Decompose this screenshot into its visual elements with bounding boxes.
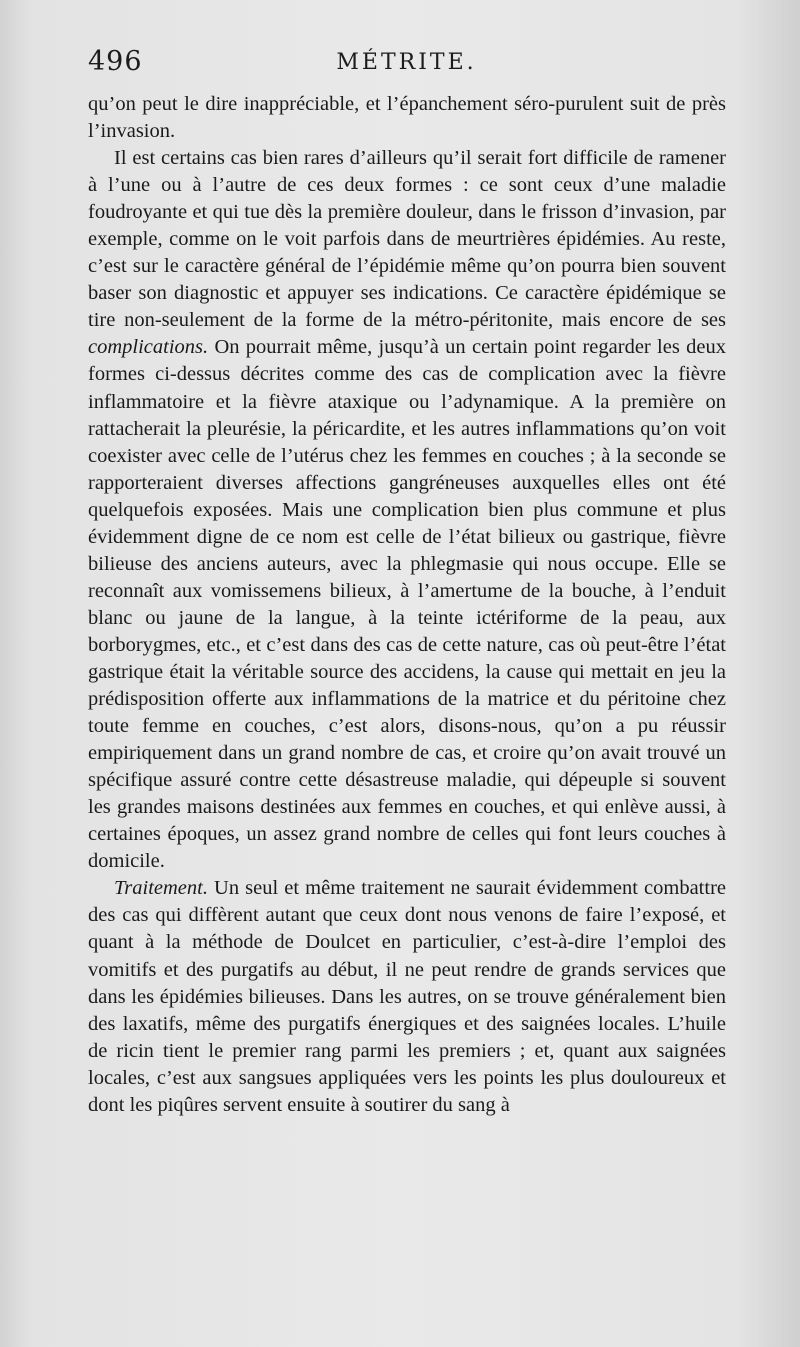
paragraph-treatment <box>88 875 726 1118</box>
paragraph-epidemic-forms <box>88 145 726 875</box>
paragraph-text: On pourrait même, jusqu’à un certain point regarder les deux formes ci-dessus décrites comme des cas de complication avec la fièvre inflammatoire et la fièvre ataxique ou l’adynamique. A la première on rattacherait la pleurésie, la péricardite, et les autres inflammations qu’on voit coexister avec celle de l’utérus chez les femmes en couches ; à la seconde se rapporteraient diverses affections gangréneuses auxquelles elles ont été quelquefois exposées. Mais une complication bien plus commune et plus évidemment digne de ce nom est celle de l’état bilieux ou gastrique, fièvre bilieuse des anciens auteurs, avec la phlegmasie qui nous occupe. Elle se reconnaît aux vomissemens bilieux, à l’amertume de la bouche, à l’enduit blanc ou jaune de la langue, à la teinte ictériforme de la peau, aux borborygmes, etc., et c’est dans des cas de cette nature, cas où peut-être l’état gastrique était la véritable source des accidens, la cause qui mettait en jeu la prédisposition offerte aux inflammations de la matrice et du péritoine chez toute femme en couches, c’est alors, disons-nous, qu’on a pu réussir empiriquement dans un grand nombre de cas, et croire qu’on avait trouvé un spécifique assuré contre cette désastreuse maladie, qui dépeuple si souvent les grandes maisons destinées aux femmes en couches, et qui enlève aussi, à certaines époques, un assez grand nombre de celles qui font leurs couches à domicile. <box>88 336 726 873</box>
running-title: MÉTRITE. <box>336 50 477 75</box>
paragraph-text: Il est certains cas bien rares d’ailleurs qu’il serait fort difficile de ramener à l’une ou à l’autre de ces deux formes : ce sont ceux d’une maladie foudroyante et qui tue dès la première douleur, dans le frisson d’invasion, par exemple, comme on le voit parfois dans de meurtrières épidémies. Au reste, c’est sur le caractère général de l’épidémie même qu’on pourra bien souvent baser son diagnostic et appuyer ses indications. Ce caractère épidémique se tire non-seulement de la forme de la métro-péritonite, mais encore de ses <box>88 147 726 332</box>
body-text <box>88 91 726 1119</box>
page-number: 496 <box>88 46 143 77</box>
paragraph-continued: qu’on peut le dire inappréciable, et l’épanchement séro-purulent suit de près l’invasion. <box>88 93 726 143</box>
page-header <box>88 46 725 86</box>
italic-term-complications: complications. <box>88 336 209 359</box>
italic-term-traitement: Traitement. <box>114 877 208 900</box>
paragraph-text: Un seul et même traitement ne saurait évidemment combattre des cas qui diffèrent autant que ceux dont nous venons de faire l’exposé, et quant à la méthode de Doulcet en particulier, c’est-à-dire l’emploi des vomitifs et des purgatifs au début, il ne peut rendre de grands services que dans les épidémies bilieuses. Dans les autres, on se trouve généralement bien des laxatifs, même des purgatifs énergiques et des saignées locales. L’huile de ricin tient le premier rang parmi les premiers ; et, quant aux saignées locales, c’est aux sangsues appliquées vers les points les plus douloureux et dont les piqûres servent ensuite à soutirer du sang à <box>88 877 726 1116</box>
